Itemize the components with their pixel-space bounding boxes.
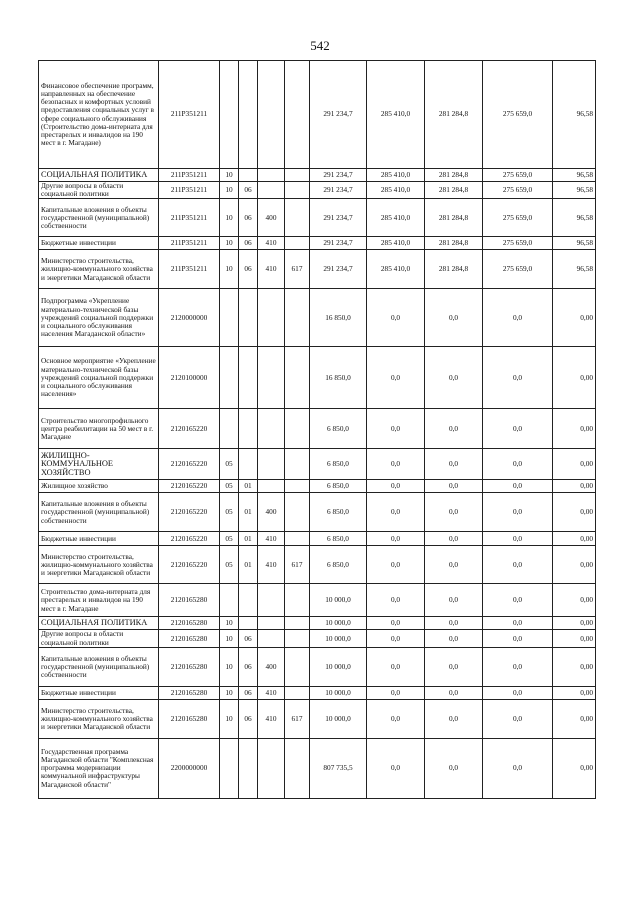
administrator-code: 617 — [285, 699, 310, 738]
amount-2: 285 410,0 — [367, 237, 425, 250]
row-name: Жилищное хозяйство — [39, 480, 159, 493]
amount-4: 0,0 — [483, 289, 553, 347]
row-name: Государственная программа Магаданской области "Комплексная программа модернизации коммунальной инфраструктуры Магаданской области" — [39, 738, 159, 798]
section-code — [220, 289, 239, 347]
section-code: 05 — [220, 493, 239, 532]
amount-1: 10 000,0 — [310, 686, 367, 699]
amount-1: 291 234,7 — [310, 182, 367, 199]
subsection-code: 06 — [239, 630, 258, 647]
table-row — [39, 250, 596, 289]
row-name: Капитальные вложения в объекты государственной (муниципальной) собственности — [39, 199, 159, 237]
expense-type-code — [258, 61, 285, 169]
amount-4: 0,0 — [483, 647, 553, 686]
execution-percent: 0,00 — [553, 546, 596, 584]
amount-4: 0,0 — [483, 546, 553, 584]
amount-4: 0,0 — [483, 493, 553, 532]
table-row — [39, 61, 596, 169]
subsection-code — [239, 738, 258, 798]
amount-3: 0,0 — [425, 584, 483, 617]
amount-3: 281 284,8 — [425, 199, 483, 237]
section-code: 10 — [220, 617, 239, 630]
amount-1: 6 850,0 — [310, 532, 367, 546]
section-code: 05 — [220, 480, 239, 493]
target-code: 2120165280 — [159, 699, 220, 738]
section-code — [220, 61, 239, 169]
section-code: 10 — [220, 647, 239, 686]
administrator-code: 617 — [285, 250, 310, 289]
expense-type-code — [258, 584, 285, 617]
target-code: 211P351211 — [159, 61, 220, 169]
amount-4: 0,0 — [483, 617, 553, 630]
target-code: 211P351211 — [159, 169, 220, 182]
amount-3: 0,0 — [425, 347, 483, 409]
administrator-code — [285, 686, 310, 699]
expense-type-code: 410 — [258, 532, 285, 546]
subsection-code: 06 — [239, 647, 258, 686]
amount-4: 0,0 — [483, 480, 553, 493]
execution-percent: 0,00 — [553, 347, 596, 409]
table-row — [39, 169, 596, 182]
amount-4: 0,0 — [483, 347, 553, 409]
amount-1: 10 000,0 — [310, 630, 367, 647]
amount-2: 0,0 — [367, 584, 425, 617]
expense-type-code: 410 — [258, 686, 285, 699]
expense-type-code — [258, 409, 285, 449]
amount-3: 0,0 — [425, 409, 483, 449]
execution-percent: 0,00 — [553, 699, 596, 738]
row-name: Строительство дома-интерната для престарелых и инвалидов на 190 мест в г. Магадане — [39, 584, 159, 617]
table-row — [39, 480, 596, 493]
administrator-code — [285, 182, 310, 199]
target-code: 2120165280 — [159, 686, 220, 699]
target-code: 2120000000 — [159, 289, 220, 347]
target-code: 2120165280 — [159, 584, 220, 617]
amount-1: 807 735,5 — [310, 738, 367, 798]
amount-2: 0,0 — [367, 449, 425, 480]
administrator-code — [285, 289, 310, 347]
amount-1: 16 850,0 — [310, 347, 367, 409]
row-name: Министерство строительства, жилищно-коммунального хозяйства и энергетики Магаданской области — [39, 546, 159, 584]
amount-3: 0,0 — [425, 699, 483, 738]
amount-1: 10 000,0 — [310, 617, 367, 630]
target-code: 211P351211 — [159, 250, 220, 289]
target-code: 2120100000 — [159, 347, 220, 409]
execution-percent: 96,58 — [553, 250, 596, 289]
section-code — [220, 738, 239, 798]
section-code: 10 — [220, 699, 239, 738]
administrator-code — [285, 493, 310, 532]
expense-type-code: 410 — [258, 250, 285, 289]
expense-type-code — [258, 449, 285, 480]
section-code — [220, 584, 239, 617]
target-code: 2200000000 — [159, 738, 220, 798]
subsection-code: 01 — [239, 546, 258, 584]
target-code: 2120165280 — [159, 647, 220, 686]
row-name: Министерство строительства, жилищно-коммунального хозяйства и энергетики Магаданской области — [39, 699, 159, 738]
table-row — [39, 699, 596, 738]
amount-1: 291 234,7 — [310, 250, 367, 289]
administrator-code — [285, 738, 310, 798]
row-name: Бюджетные инвестиции — [39, 686, 159, 699]
page-number: 542 — [310, 38, 330, 53]
subsection-code: 06 — [239, 250, 258, 289]
execution-percent: 0,00 — [553, 647, 596, 686]
amount-2: 0,0 — [367, 738, 425, 798]
row-name: Финансовое обеспечение программ, направленных на обеспечение безопасных и комфортных условий предоставления социальных услуг в сфере социального обслуживания (Строительство дома-интерната для престарелых и инвалидов на 190 мест в г. Магадане) — [39, 61, 159, 169]
subsection-code — [239, 61, 258, 169]
subsection-code: 06 — [239, 199, 258, 237]
table-row — [39, 584, 596, 617]
row-name: Министерство строительства, жилищно-коммунального хозяйства и энергетики Магаданской области — [39, 250, 159, 289]
amount-1: 10 000,0 — [310, 647, 367, 686]
expense-type-code — [258, 738, 285, 798]
administrator-code — [285, 347, 310, 409]
administrator-code: 617 — [285, 546, 310, 584]
amount-2: 0,0 — [367, 532, 425, 546]
target-code: 2120165280 — [159, 617, 220, 630]
amount-1: 10 000,0 — [310, 699, 367, 738]
amount-2: 0,0 — [367, 686, 425, 699]
amount-2: 285 410,0 — [367, 250, 425, 289]
section-code — [220, 347, 239, 409]
amount-2: 0,0 — [367, 630, 425, 647]
row-name: Бюджетные инвестиции — [39, 237, 159, 250]
amount-4: 0,0 — [483, 738, 553, 798]
expense-type-code: 410 — [258, 237, 285, 250]
amount-3: 0,0 — [425, 647, 483, 686]
amount-3: 281 284,8 — [425, 182, 483, 199]
row-name: СОЦИАЛЬНАЯ ПОЛИТИКА — [39, 169, 159, 182]
execution-percent: 0,00 — [553, 738, 596, 798]
target-code: 2120165220 — [159, 493, 220, 532]
subsection-code: 01 — [239, 493, 258, 532]
expense-type-code: 400 — [258, 647, 285, 686]
amount-3: 0,0 — [425, 617, 483, 630]
amount-4: 275 659,0 — [483, 250, 553, 289]
administrator-code — [285, 61, 310, 169]
table-row — [39, 630, 596, 647]
expense-type-code: 410 — [258, 699, 285, 738]
execution-percent: 96,58 — [553, 237, 596, 250]
execution-percent: 0,00 — [553, 480, 596, 493]
row-name: Бюджетные инвестиции — [39, 532, 159, 546]
administrator-code — [285, 237, 310, 250]
amount-1: 6 850,0 — [310, 493, 367, 532]
amount-1: 10 000,0 — [310, 584, 367, 617]
table-row — [39, 532, 596, 546]
administrator-code — [285, 617, 310, 630]
amount-3: 281 284,8 — [425, 250, 483, 289]
row-name: Капитальные вложения в объекты государственной (муниципальной) собственности — [39, 647, 159, 686]
target-code: 2120165220 — [159, 480, 220, 493]
amount-2: 0,0 — [367, 493, 425, 532]
expense-type-code — [258, 347, 285, 409]
execution-percent: 0,00 — [553, 584, 596, 617]
amount-1: 6 850,0 — [310, 480, 367, 493]
table-row — [39, 199, 596, 237]
amount-2: 285 410,0 — [367, 199, 425, 237]
section-code: 10 — [220, 630, 239, 647]
amount-4: 275 659,0 — [483, 199, 553, 237]
table-row — [39, 347, 596, 409]
row-name: СОЦИАЛЬНАЯ ПОЛИТИКА — [39, 617, 159, 630]
table-row — [39, 237, 596, 250]
execution-percent: 0,00 — [553, 630, 596, 647]
amount-3: 0,0 — [425, 738, 483, 798]
amount-4: 275 659,0 — [483, 169, 553, 182]
amount-2: 0,0 — [367, 546, 425, 584]
amount-2: 285 410,0 — [367, 182, 425, 199]
execution-percent: 0,00 — [553, 686, 596, 699]
amount-4: 275 659,0 — [483, 182, 553, 199]
table-row — [39, 738, 596, 798]
subsection-code: 06 — [239, 699, 258, 738]
table-row — [39, 409, 596, 449]
section-code: 05 — [220, 449, 239, 480]
amount-2: 0,0 — [367, 647, 425, 686]
amount-4: 0,0 — [483, 686, 553, 699]
execution-percent: 0,00 — [553, 289, 596, 347]
expense-type-code — [258, 480, 285, 493]
expense-type-code — [258, 169, 285, 182]
amount-2: 0,0 — [367, 699, 425, 738]
subsection-code — [239, 169, 258, 182]
row-name: Другие вопросы в области социальной политики — [39, 630, 159, 647]
administrator-code — [285, 480, 310, 493]
target-code: 2120165220 — [159, 532, 220, 546]
amount-4: 0,0 — [483, 409, 553, 449]
section-code: 10 — [220, 237, 239, 250]
section-code: 10 — [220, 199, 239, 237]
budget-table-body — [39, 61, 596, 799]
table-row — [39, 647, 596, 686]
subsection-code: 06 — [239, 182, 258, 199]
section-code — [220, 409, 239, 449]
amount-1: 6 850,0 — [310, 546, 367, 584]
administrator-code — [285, 532, 310, 546]
section-code: 10 — [220, 250, 239, 289]
amount-2: 0,0 — [367, 409, 425, 449]
administrator-code — [285, 584, 310, 617]
subsection-code — [239, 347, 258, 409]
target-code: 2120165220 — [159, 449, 220, 480]
table-row — [39, 182, 596, 199]
row-name: Подпрограмма «Укрепление материально-технической базы учреждений социальной поддержки и социального обслуживания населения Магаданской области» — [39, 289, 159, 347]
execution-percent: 0,00 — [553, 617, 596, 630]
subsection-code: 06 — [239, 686, 258, 699]
amount-4: 275 659,0 — [483, 237, 553, 250]
amount-3: 0,0 — [425, 630, 483, 647]
amount-2: 0,0 — [367, 347, 425, 409]
section-code: 10 — [220, 686, 239, 699]
expense-type-code — [258, 617, 285, 630]
target-code: 2120165220 — [159, 546, 220, 584]
amount-3: 0,0 — [425, 289, 483, 347]
row-name: Капитальные вложения в объекты государственной (муниципальной) собственности — [39, 493, 159, 532]
execution-percent: 0,00 — [553, 532, 596, 546]
amount-3: 0,0 — [425, 546, 483, 584]
table-row — [39, 289, 596, 347]
administrator-code — [285, 647, 310, 686]
amount-1: 6 850,0 — [310, 449, 367, 480]
execution-percent: 96,58 — [553, 169, 596, 182]
target-code: 2120165280 — [159, 630, 220, 647]
administrator-code — [285, 449, 310, 480]
target-code: 2120165220 — [159, 409, 220, 449]
administrator-code — [285, 630, 310, 647]
subsection-code — [239, 289, 258, 347]
table-row — [39, 493, 596, 532]
amount-1: 291 234,7 — [310, 199, 367, 237]
target-code: 211P351211 — [159, 182, 220, 199]
amount-3: 0,0 — [425, 686, 483, 699]
expense-type-code — [258, 182, 285, 199]
row-name: Строительство многопрофильного центра реабилитации на 50 мест в г. Магадане — [39, 409, 159, 449]
table-row — [39, 686, 596, 699]
budget-table — [38, 60, 596, 799]
subsection-code — [239, 584, 258, 617]
row-name: ЖИЛИЩНО-КОММУНАЛЬНОЕ ХОЗЯЙСТВО — [39, 449, 159, 480]
section-code: 05 — [220, 532, 239, 546]
table-row — [39, 617, 596, 630]
amount-4: 0,0 — [483, 449, 553, 480]
target-code: 211P351211 — [159, 199, 220, 237]
amount-4: 0,0 — [483, 699, 553, 738]
expense-type-code: 400 — [258, 199, 285, 237]
amount-1: 6 850,0 — [310, 409, 367, 449]
table-row — [39, 546, 596, 584]
amount-3: 281 284,8 — [425, 61, 483, 169]
amount-1: 16 850,0 — [310, 289, 367, 347]
execution-percent: 0,00 — [553, 449, 596, 480]
amount-4: 275 659,0 — [483, 61, 553, 169]
amount-3: 0,0 — [425, 449, 483, 480]
amount-3: 0,0 — [425, 493, 483, 532]
subsection-code — [239, 449, 258, 480]
subsection-code — [239, 617, 258, 630]
section-code: 10 — [220, 182, 239, 199]
execution-percent: 96,58 — [553, 182, 596, 199]
amount-3: 0,0 — [425, 532, 483, 546]
subsection-code — [239, 409, 258, 449]
subsection-code: 01 — [239, 480, 258, 493]
subsection-code: 01 — [239, 532, 258, 546]
execution-percent: 96,58 — [553, 61, 596, 169]
row-name: Другие вопросы в области социальной политики — [39, 182, 159, 199]
amount-3: 281 284,8 — [425, 237, 483, 250]
amount-2: 0,0 — [367, 289, 425, 347]
amount-1: 291 234,7 — [310, 237, 367, 250]
administrator-code — [285, 169, 310, 182]
amount-3: 0,0 — [425, 480, 483, 493]
amount-2: 285 410,0 — [367, 61, 425, 169]
amount-2: 0,0 — [367, 480, 425, 493]
amount-1: 291 234,7 — [310, 61, 367, 169]
amount-1: 291 234,7 — [310, 169, 367, 182]
expense-type-code: 400 — [258, 493, 285, 532]
expense-type-code — [258, 630, 285, 647]
execution-percent: 96,58 — [553, 199, 596, 237]
amount-2: 0,0 — [367, 617, 425, 630]
target-code: 211P351211 — [159, 237, 220, 250]
execution-percent: 0,00 — [553, 409, 596, 449]
section-code: 05 — [220, 546, 239, 584]
administrator-code — [285, 409, 310, 449]
administrator-code — [285, 199, 310, 237]
section-code: 10 — [220, 169, 239, 182]
amount-4: 0,0 — [483, 584, 553, 617]
amount-3: 281 284,8 — [425, 169, 483, 182]
table-row — [39, 449, 596, 480]
subsection-code: 06 — [239, 237, 258, 250]
execution-percent: 0,00 — [553, 493, 596, 532]
amount-2: 285 410,0 — [367, 169, 425, 182]
expense-type-code: 410 — [258, 546, 285, 584]
row-name: Основное мероприятие «Укрепление материально-технической базы учреждений социальной поддержки и социального обслуживания населения» — [39, 347, 159, 409]
amount-4: 0,0 — [483, 532, 553, 546]
expense-type-code — [258, 289, 285, 347]
amount-4: 0,0 — [483, 630, 553, 647]
